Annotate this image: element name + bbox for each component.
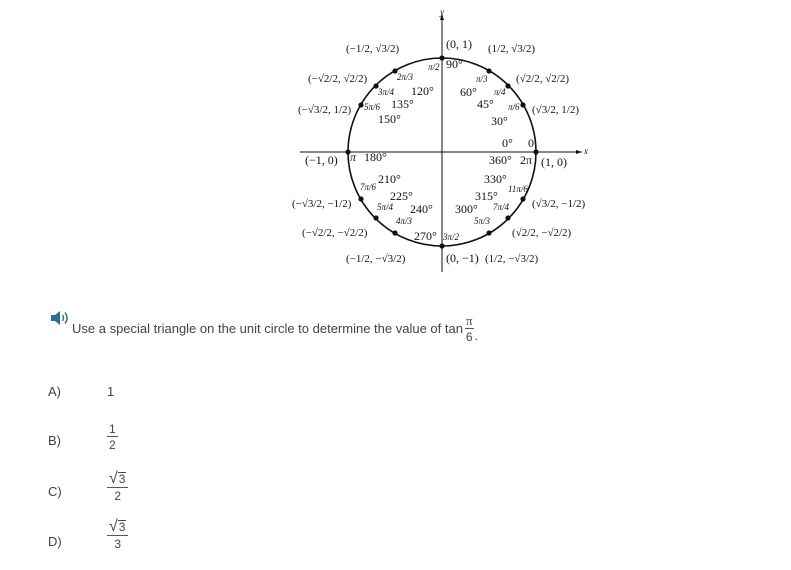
point-60 bbox=[486, 68, 491, 73]
axis-label-y: y bbox=[440, 7, 444, 17]
radical-sign: √ bbox=[109, 470, 118, 487]
radicand: 3 bbox=[118, 520, 126, 534]
rad-11pi6: 11π/6 bbox=[508, 184, 528, 194]
coord-300: (1/2, −√3/2) bbox=[485, 253, 539, 265]
deg-45: 45° bbox=[477, 97, 494, 111]
x-axis-arrow bbox=[576, 150, 582, 154]
question-fraction-denominator: 6 bbox=[465, 330, 473, 344]
rad-pi2: π/2 bbox=[428, 62, 440, 72]
rad-7pi4: 7π/4 bbox=[493, 202, 510, 212]
rad-pi: π bbox=[350, 150, 357, 164]
speaker-icon bbox=[49, 309, 71, 327]
choice-fraction bbox=[107, 520, 128, 550]
coord-210: (−√3/2, −1/2) bbox=[292, 198, 352, 210]
coord-top: (0, 1) bbox=[446, 37, 472, 51]
fraction-denominator: 2 bbox=[114, 489, 122, 503]
question-fraction bbox=[465, 314, 474, 343]
fraction-numerator bbox=[107, 520, 128, 536]
deg-135: 135° bbox=[391, 97, 414, 111]
coord-bottom: (0, −1) bbox=[446, 251, 479, 265]
coord-60: (1/2, √3/2) bbox=[488, 43, 535, 55]
point-330 bbox=[520, 196, 525, 201]
coord-30: (√3/2, 1/2) bbox=[532, 104, 579, 116]
rad-3pi4: 3π/4 bbox=[378, 87, 395, 97]
fraction-denominator: 3 bbox=[114, 537, 122, 551]
deg-30: 30° bbox=[491, 114, 508, 128]
coord-240: (−1/2, −√3/2) bbox=[346, 253, 406, 265]
deg-150: 150° bbox=[378, 112, 401, 126]
fraction-numerator: 1 bbox=[109, 422, 116, 436]
deg-0: 0° bbox=[502, 136, 513, 150]
point-210 bbox=[358, 196, 363, 201]
choice-fraction bbox=[107, 472, 128, 502]
rad-pi3: π/3 bbox=[476, 74, 488, 84]
choice-a[interactable] bbox=[0, 378, 400, 422]
point-0 bbox=[533, 149, 538, 154]
unit-circle-figure bbox=[280, 0, 600, 280]
coord-left: (−1, 0) bbox=[305, 153, 338, 167]
radical-sign: √ bbox=[109, 518, 118, 535]
choice-c[interactable] bbox=[0, 470, 400, 514]
point-240 bbox=[392, 230, 397, 235]
rad-2pi: 2π bbox=[520, 153, 533, 167]
deg-315: 315° bbox=[475, 189, 498, 203]
rad-3pi2: 3π/2 bbox=[443, 232, 460, 242]
point-90 bbox=[439, 55, 444, 60]
choice-letter: A) bbox=[48, 384, 61, 399]
deg-300: 300° bbox=[455, 202, 478, 216]
rad-4pi3: 4π/3 bbox=[396, 216, 413, 226]
rad-0: 0 bbox=[528, 136, 534, 150]
coord-135: (−√2/2, √2/2) bbox=[308, 73, 368, 85]
rad-pi6: π/6 bbox=[508, 102, 520, 112]
deg-360: 360° bbox=[489, 153, 512, 167]
point-45 bbox=[505, 83, 510, 88]
rad-pi4: π/4 bbox=[494, 87, 506, 97]
point-150 bbox=[358, 102, 363, 107]
fraction-numerator bbox=[107, 472, 128, 488]
coord-45: (√2/2, √2/2) bbox=[516, 73, 570, 85]
deg-270: 270° bbox=[414, 229, 437, 243]
radicand: 3 bbox=[118, 472, 126, 486]
coord-120: (−1/2, √3/2) bbox=[346, 43, 400, 55]
rad-5pi6: 5π/6 bbox=[364, 102, 381, 112]
choice-fraction bbox=[107, 423, 118, 451]
choice-letter: D) bbox=[48, 534, 62, 549]
coord-315: (√2/2, −√2/2) bbox=[512, 227, 572, 239]
point-270 bbox=[439, 243, 444, 248]
coord-225: (−√2/2, −√2/2) bbox=[302, 227, 368, 239]
deg-240: 240° bbox=[410, 202, 433, 216]
rad-2pi3: 2π/3 bbox=[397, 72, 414, 82]
audio-speaker-button[interactable] bbox=[49, 309, 71, 327]
coord-330: (√3/2, −1/2) bbox=[532, 198, 586, 210]
coord-right: (1, 0) bbox=[541, 155, 567, 169]
point-315 bbox=[505, 215, 510, 220]
deg-225: 225° bbox=[390, 189, 413, 203]
rad-7pi6: 7π/6 bbox=[360, 182, 377, 192]
rad-5pi4: 5π/4 bbox=[377, 202, 394, 212]
rad-5pi3: 5π/3 bbox=[474, 216, 491, 226]
choice-letter: B) bbox=[48, 433, 61, 448]
choice-letter: C) bbox=[48, 484, 62, 499]
question-stem bbox=[72, 314, 478, 343]
deg-120: 120° bbox=[411, 84, 434, 98]
question-text: Use a special triangle on the unit circle to determine the value of tan bbox=[72, 321, 463, 336]
question-end: . bbox=[474, 328, 479, 343]
deg-330: 330° bbox=[484, 172, 507, 186]
deg-210: 210° bbox=[378, 172, 401, 186]
deg-60: 60° bbox=[460, 85, 477, 99]
axis-label-x: x bbox=[584, 146, 588, 156]
deg-180: 180° bbox=[364, 150, 387, 164]
point-300 bbox=[486, 230, 491, 235]
fraction-denominator: 2 bbox=[109, 438, 116, 452]
question-fraction-numerator: π bbox=[465, 313, 473, 328]
choice-value: 1 bbox=[107, 384, 115, 399]
choice-d[interactable] bbox=[0, 518, 400, 562]
deg-90: 90° bbox=[446, 57, 463, 71]
point-225 bbox=[373, 215, 378, 220]
point-30 bbox=[520, 102, 525, 107]
choice-b[interactable] bbox=[0, 422, 400, 466]
coord-150: (−√3/2, 1/2) bbox=[298, 104, 352, 116]
